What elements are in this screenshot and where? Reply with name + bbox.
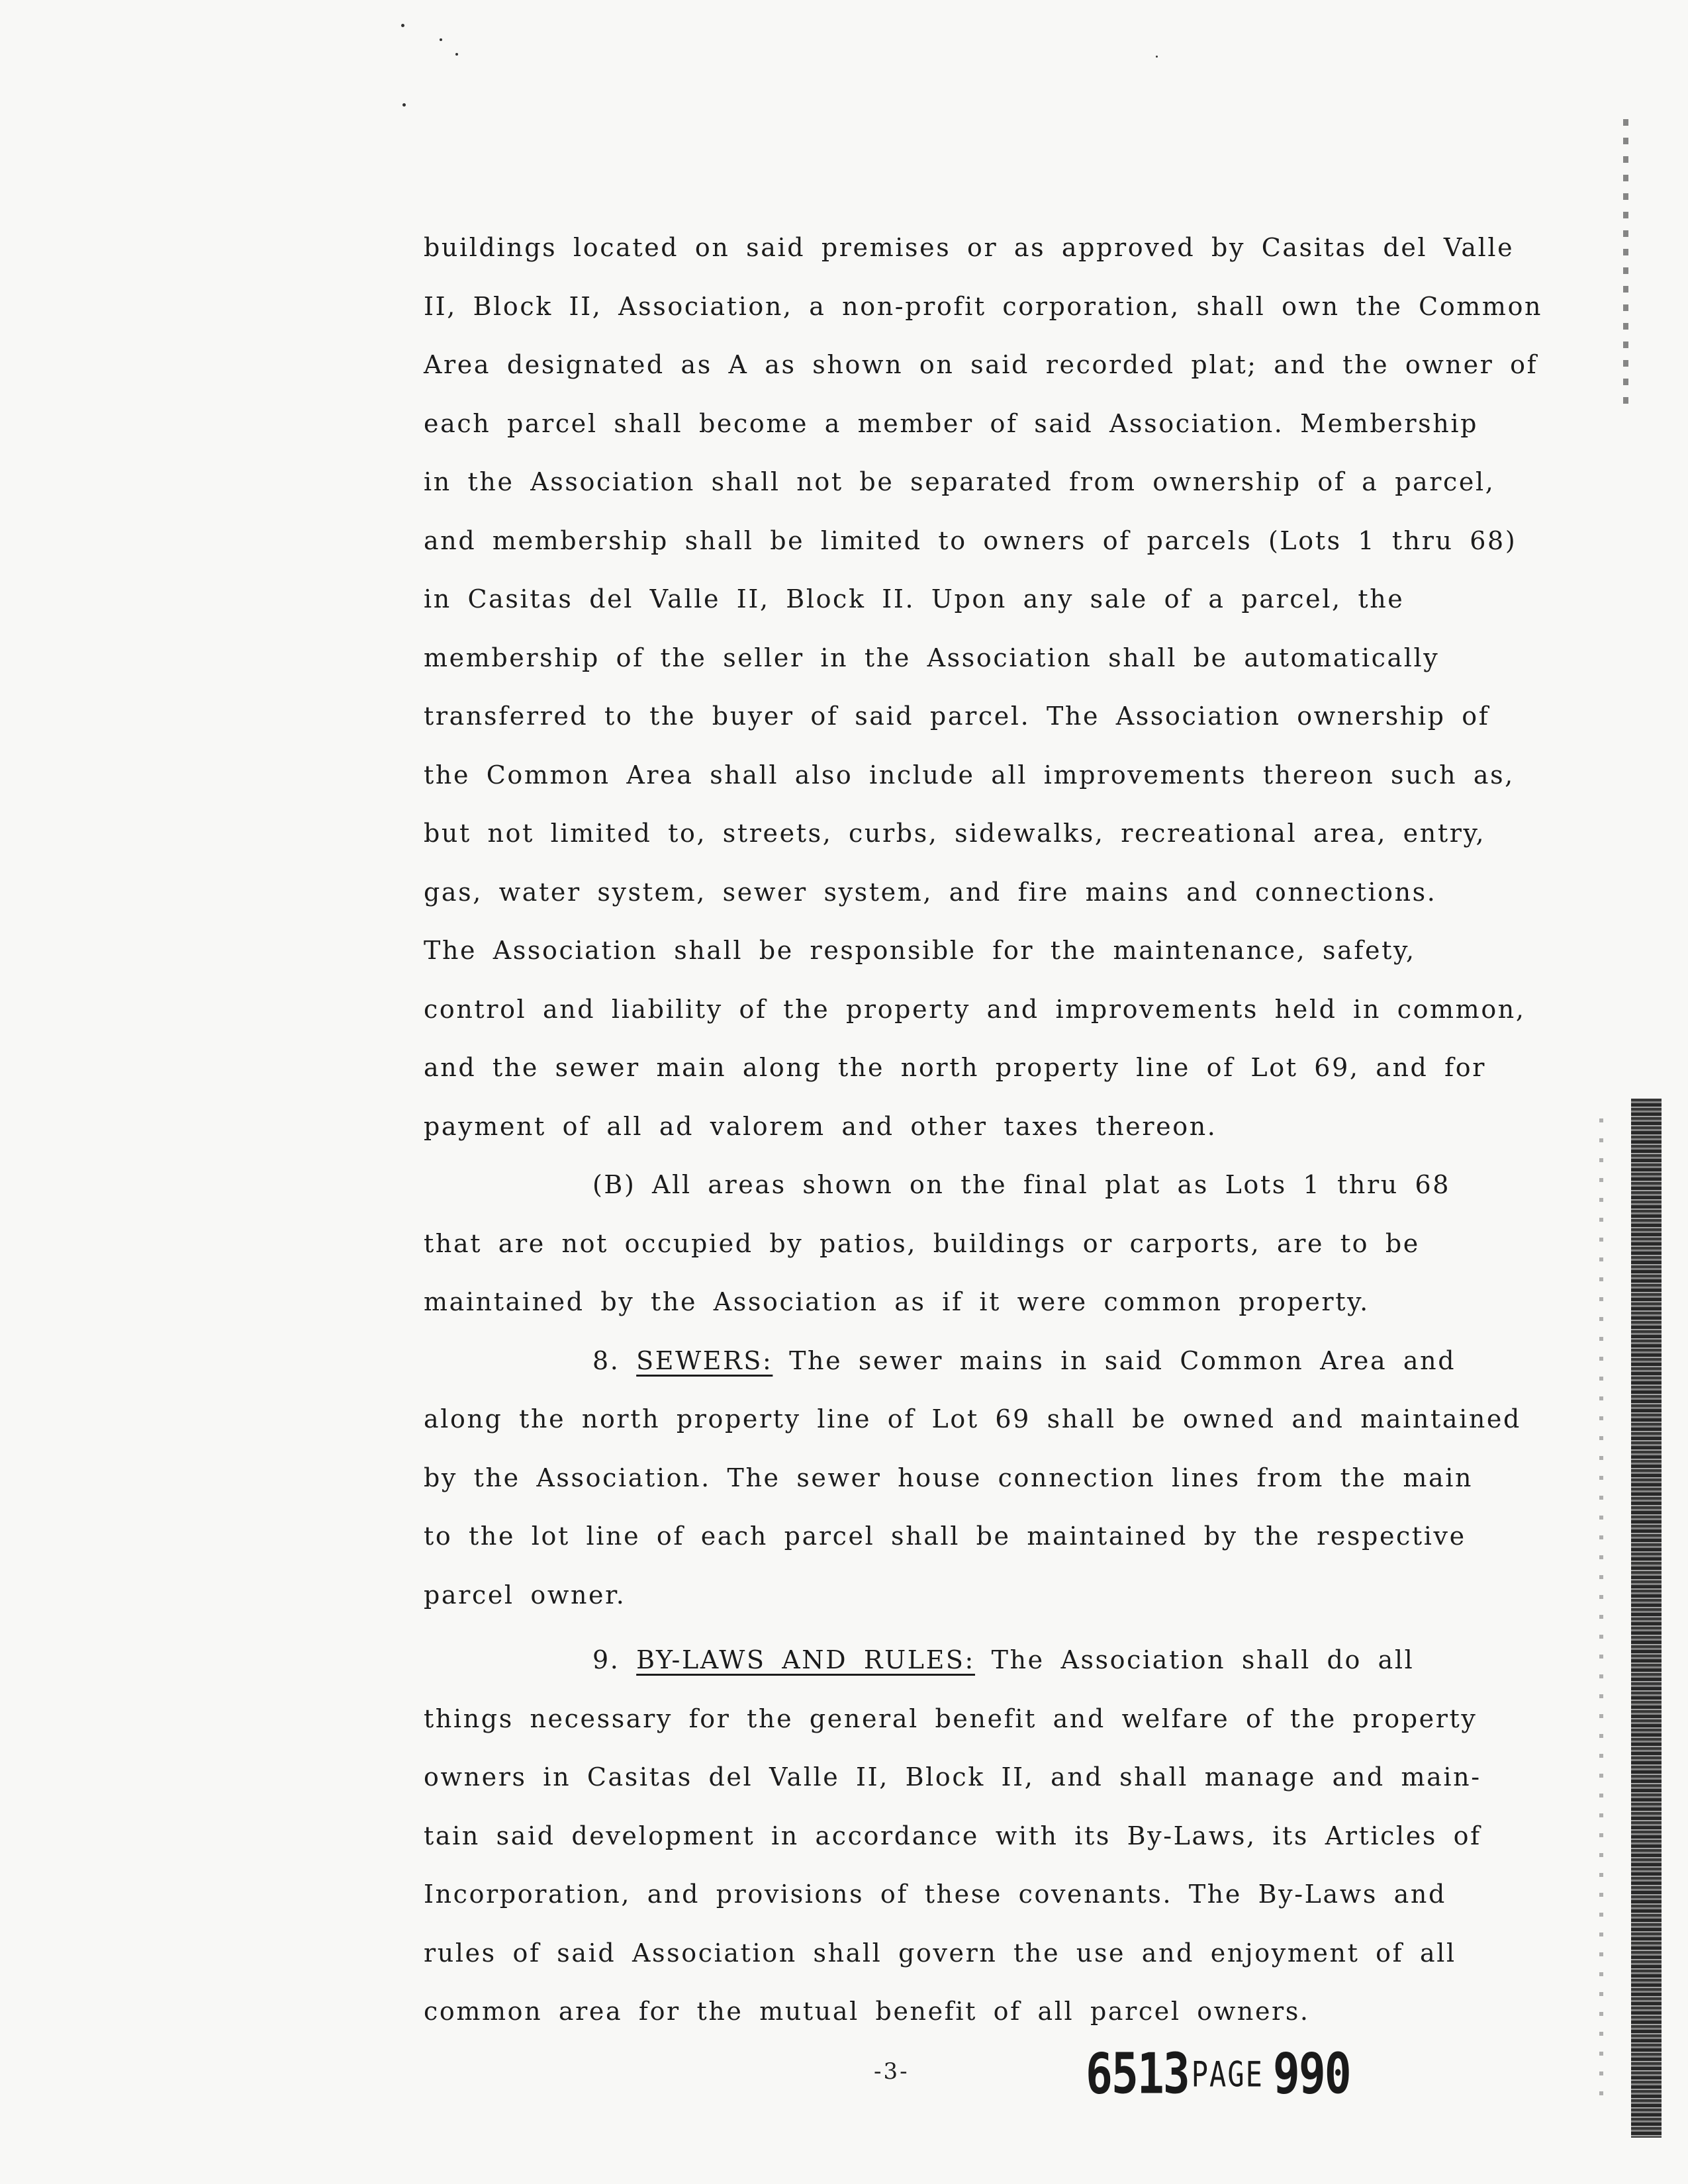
scan-edge-shadow — [1631, 1099, 1662, 2138]
text-line: Area designated as A as shown on said recorded plat; and the owner of — [424, 350, 1538, 379]
text-line: Incorporation, and provisions of these covenants. The By-Laws and — [424, 1880, 1446, 1909]
text-line: in Casitas del Valle II, Block II. Upon any sale of a parcel, the — [424, 584, 1405, 614]
stamp-page-number: 990 — [1272, 2042, 1350, 2107]
scan-speck — [455, 53, 458, 56]
text-line: rules of said Association shall govern the use and enjoyment of all — [424, 1938, 1456, 1968]
section-number: 9. — [592, 1645, 620, 1674]
text-line: each parcel shall become a member of said Association. Membership — [424, 408, 1479, 438]
text-line: things necessary for the general benefit and welfare of the property — [424, 1704, 1477, 1733]
recording-stamp — [1086, 2042, 1350, 2107]
text-line: parcel owner. — [424, 1580, 626, 1610]
text-line: common area for the mutual benefit of all parcel owners. — [424, 1997, 1310, 2026]
text-line: membership of the seller in the Association shall be automatically — [424, 643, 1440, 672]
text-line: in the Association shall not be separated from ownership of a parcel, — [424, 467, 1495, 496]
section-9-heading-line — [424, 1631, 1496, 1690]
text-line: tain said development in accordance with its By-Laws, its Articles of — [424, 1821, 1481, 1850]
scan-edge-shadow — [1599, 1118, 1603, 2111]
text-line: and the sewer main along the north property line of Lot 69, and for — [424, 1053, 1487, 1082]
section-number: 8. — [592, 1345, 620, 1375]
section-heading: BY-LAWS AND RULES: — [636, 1645, 975, 1674]
text-line: The Association shall be responsible for the maintenance, safety, — [424, 936, 1416, 965]
scan-speck — [401, 24, 404, 27]
text-line: along the north property line of Lot 69 shall be owned and maintained — [424, 1404, 1521, 1433]
text-line: the Common Area shall also include all improvements thereon such as, — [424, 760, 1515, 790]
section-heading: SEWERS: — [636, 1345, 773, 1375]
page-number: -3- — [874, 2058, 910, 2085]
stamp-page-label: PAGE — [1191, 2054, 1264, 2095]
scan-speck — [402, 103, 406, 107]
document-body — [424, 218, 1543, 2041]
text-line: transferred to the buyer of said parcel. The Association ownership of — [424, 702, 1490, 731]
text-line: to the lot line of each parcel shall be maintained by the respective — [424, 1522, 1466, 1551]
scan-speck — [440, 38, 442, 41]
text-line: but not limited to, streets, curbs, sidewalks, recreational area, entry, — [424, 819, 1486, 848]
text-line: owners in Casitas del Valle II, Block II, and shall manage and main- — [424, 1762, 1481, 1792]
text-line: payment of all ad valorem and other taxes thereon. — [424, 1111, 1217, 1141]
text-line: maintained by the Association as if it were common property. — [424, 1287, 1370, 1316]
section-first-line-text: The sewer mains in said Common Area and — [789, 1345, 1456, 1375]
stamp-book-number: 6513 — [1086, 2042, 1189, 2107]
text-line: control and liability of the property and improvements held in common, — [424, 994, 1526, 1024]
text-line: gas, water system, sewer system, and fire mains and connections. — [424, 877, 1437, 907]
section-8-heading-line — [424, 1332, 1496, 1390]
text-line: buildings located on said premises or as approved by Casitas del Valle — [424, 233, 1515, 262]
text-line: and membership shall be limited to owners of parcels (Lots 1 thru 68) — [424, 525, 1517, 555]
text-line: that are not occupied by patios, buildings or carports, are to be — [424, 1228, 1420, 1258]
text-line: by the Association. The sewer house connection lines from the main — [424, 1463, 1474, 1492]
scan-edge-shadow — [1623, 119, 1628, 410]
section-first-line-text: The Association shall do all — [991, 1645, 1415, 1674]
section-b-first-line: (B) All areas shown on the final plat as Lots 1 thru 68 — [592, 1170, 1451, 1199]
text-line: II, Block II, Association, a non-profit corporation, shall own the Common — [424, 291, 1543, 321]
scan-speck — [1156, 56, 1158, 58]
